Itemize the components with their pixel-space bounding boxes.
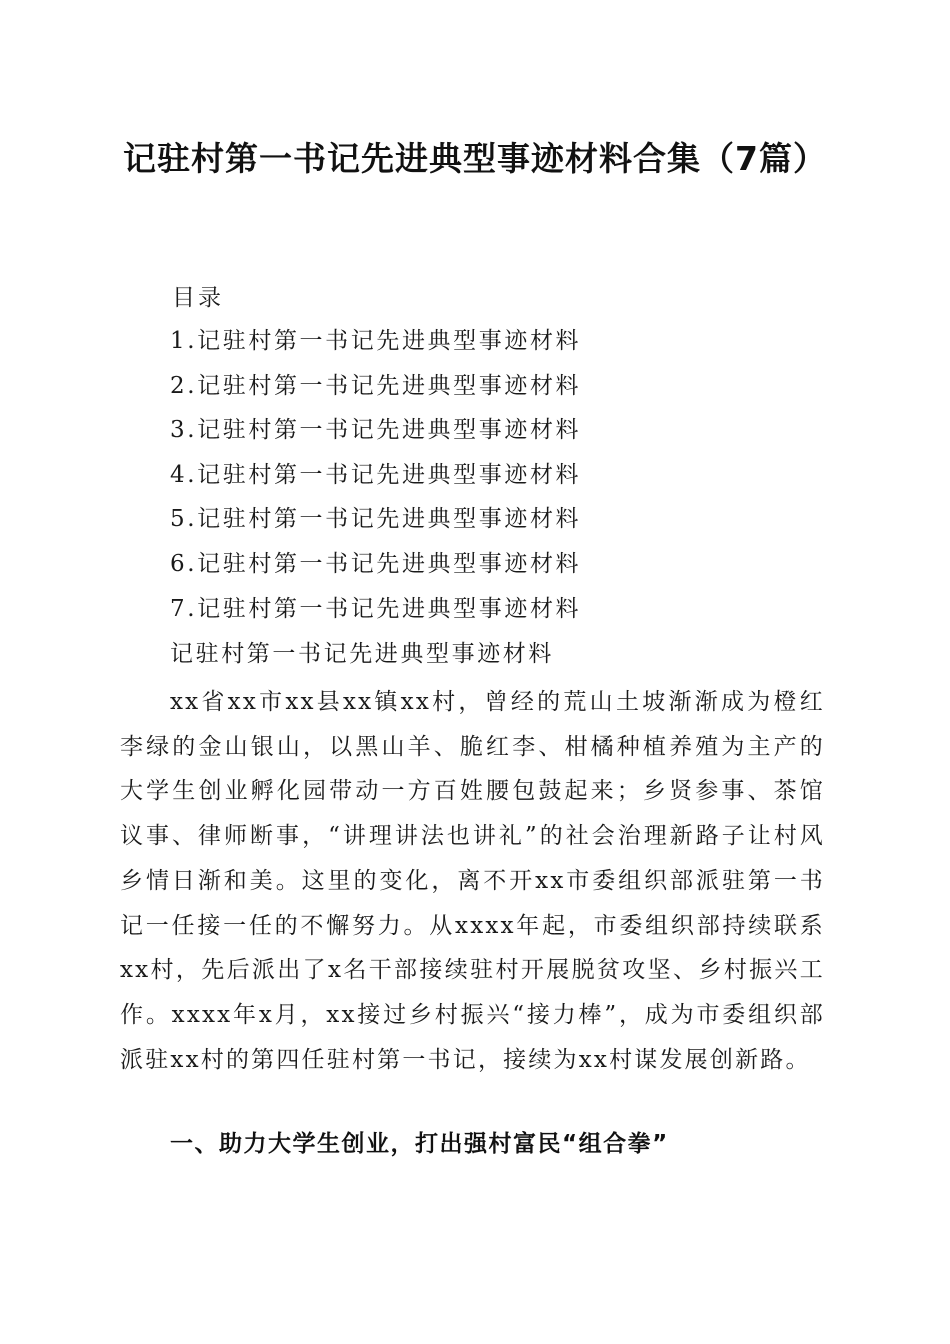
toc-item: 6.记驻村第一书记先进典型事迹材料 [170, 550, 582, 577]
body-paragraph: xx省xx市xx县xx镇xx村，曾经的荒山土坡渐渐成为橙红李绿的金山银山，以黑山羊、脆红李、柑橘种植养殖为主产的大学生创业孵化园带动一方百姓腰包鼓起来；乡贤参事、茶馆议事、律师断事，“讲理讲法也讲礼”的社会治理新路子让村风乡情日渐和美。这里的变化，离不开xx市委组织部派驻第一书记一任接一任的不懈努力。从xxxx年起，市委组织部持续联系xx村，先后派出了x名干部接续驻村开展脱贫攻坚、乡村振兴工作。xxxx年x月，xx接过乡村振兴“接力棒”，成为市委组织部派驻xx村的第四任驻村第一书记，接续为xx村谋发展创新路。 [120, 689, 825, 1073]
article-title: 记驻村第一书记先进典型事迹材料 [170, 641, 554, 667]
toc-item: 4.记驻村第一书记先进典型事迹材料 [170, 461, 582, 488]
table-of-contents [170, 326, 581, 638]
toc-item: 1.记驻村第一书记先进典型事迹材料 [170, 328, 582, 354]
toc-heading: 目录 [172, 285, 224, 311]
section-heading: 一、助力大学生创业，打出强村富民“组合拳” [170, 1131, 669, 1157]
toc-item: 7.记驻村第一书记先进典型事迹材料 [170, 595, 582, 622]
toc-item: 2.记驻村第一书记先进典型事迹材料 [170, 372, 582, 399]
toc-item: 5.记驻村第一书记先进典型事迹材料 [170, 506, 582, 533]
toc-item: 3.记驻村第一书记先进典型事迹材料 [170, 417, 582, 444]
document-title: 记驻村第一书记先进典型事迹材料合集（7篇） [123, 139, 827, 178]
